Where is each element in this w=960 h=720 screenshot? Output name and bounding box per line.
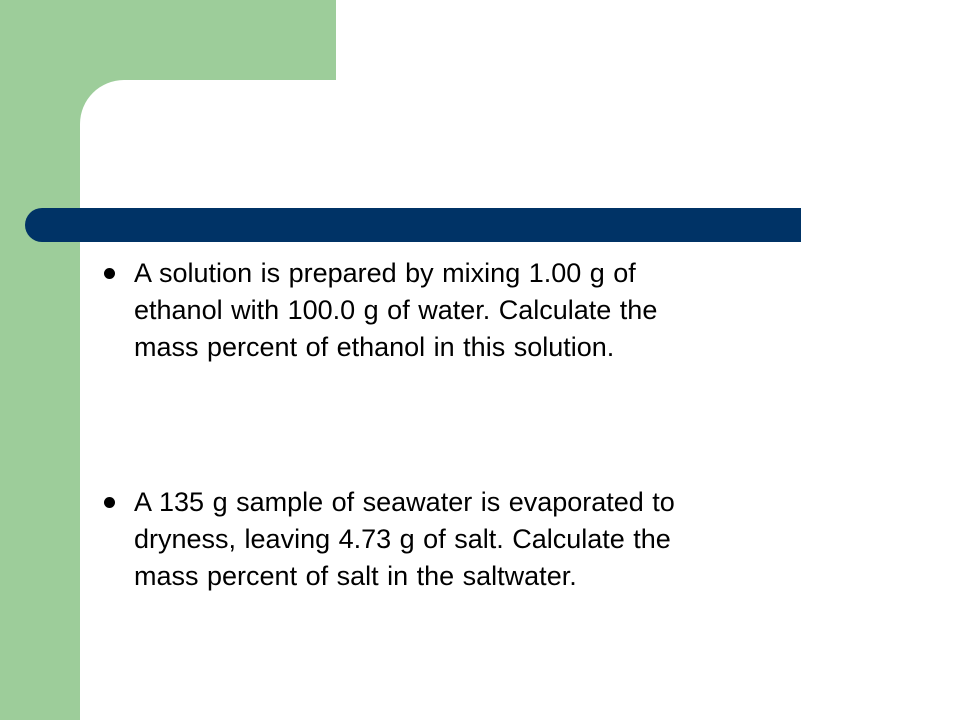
bullet-dot-icon (104, 268, 115, 279)
bullet-list (104, 255, 904, 595)
bullet-line: mass percent of ethanol in this solution. (134, 332, 615, 362)
bullet-line: mass percent of salt in the saltwater. (134, 561, 577, 591)
bullet-item-ethanol (104, 255, 904, 366)
bullet-line: A solution is prepared by mixing 1.00 g of (134, 258, 636, 288)
bullet-line: dryness, leaving 4.73 g of salt. Calculate the (134, 524, 671, 554)
title-bar (25, 208, 801, 242)
bullet-line: A 135 g sample of seawater is evaporated to (134, 487, 675, 517)
bullet-item-seawater (104, 484, 904, 595)
bullet-line: ethanol with 100.0 g of water. Calculate the (134, 295, 658, 325)
bullet-dot-icon (104, 497, 115, 508)
